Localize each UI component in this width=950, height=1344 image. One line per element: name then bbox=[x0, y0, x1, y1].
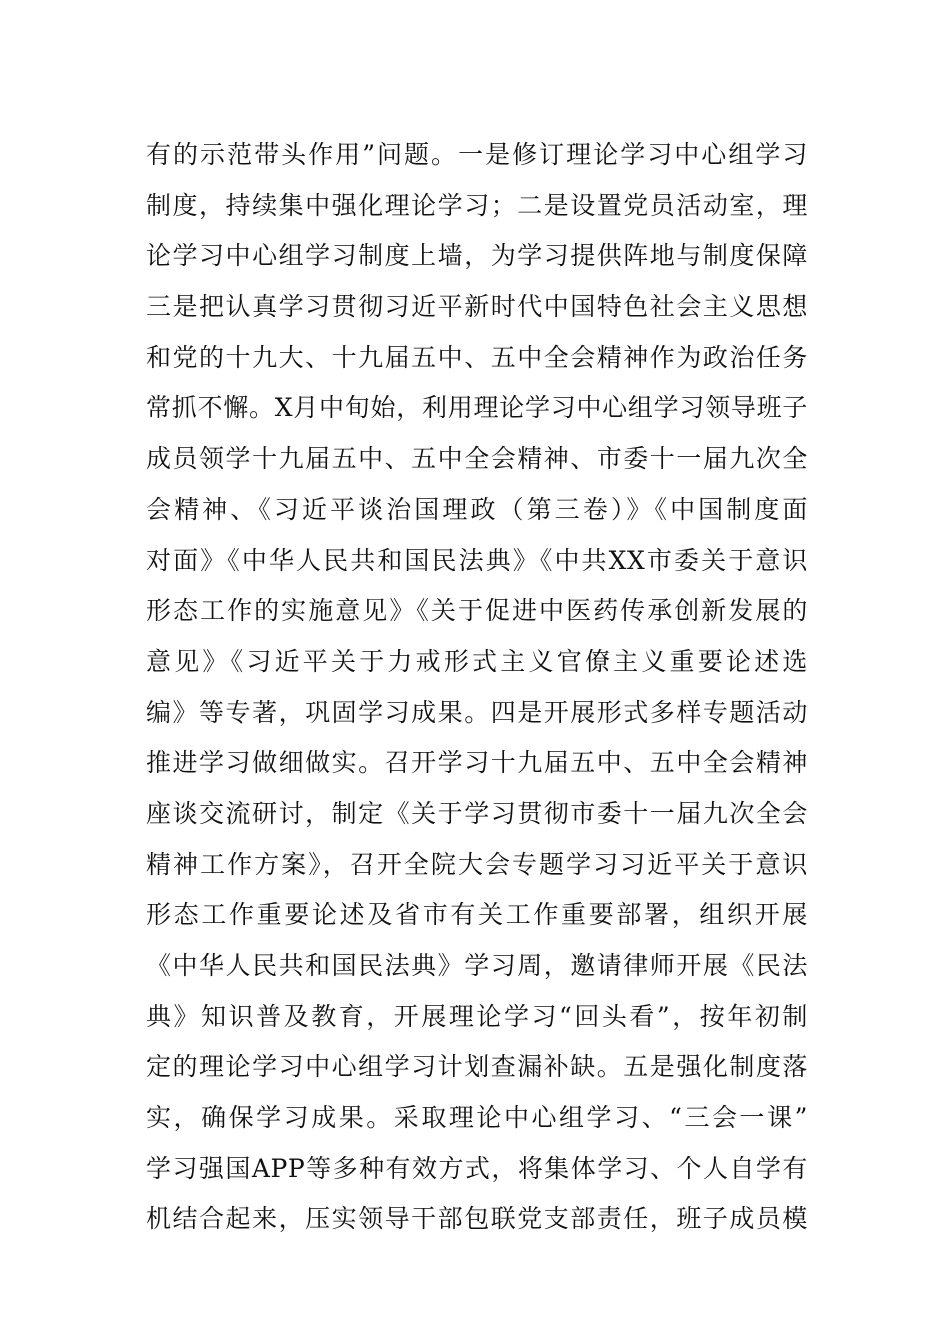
text-line-21: 学习强国APP等多种有效方式，将集体学习、个人自学有 bbox=[146, 1153, 808, 1183]
text-line-14: 座谈交流研讨，制定《关于学习贯彻市委十一届九次全会 bbox=[146, 798, 808, 828]
text-line-18: 典》知识普及教育，开展理论学习“回头看”，按年初制 bbox=[146, 1001, 808, 1031]
text-line-17: 《中华人民共和国民法典》学习周，邀请律师开展《民法 bbox=[146, 951, 808, 980]
text-line-22: 机结合起来，压实领导干部包联党支部责任，班子成员模 bbox=[146, 1204, 808, 1234]
text-line-5: 和党的十九大、十九届五中、五中全会精神作为政治任务 bbox=[146, 342, 808, 372]
text-line-1: 有的示范带头作用”问题。一是修订理论学习中心组学习 bbox=[146, 140, 808, 169]
text-line-2: 制度，持续集中强化理论学习；二是设置党员活动室，理 bbox=[146, 190, 808, 220]
text-line-4: 三是把认真学习贯彻习近平新时代中国特色社会主义思想 bbox=[146, 292, 808, 322]
text-line-19: 定的理论学习中心组学习计划查漏补缺。五是强化制度落 bbox=[146, 1052, 808, 1082]
text-line-15: 精神工作方案》，召开全院大会专题学习习近平关于意识 bbox=[146, 849, 808, 879]
text-line-6: 常抓不懈。X月中旬始，利用理论学习中心组学习领导班子 bbox=[146, 393, 808, 423]
text-line-12: 编》等专著，巩固学习成果。四是开展形式多样专题活动 bbox=[146, 697, 808, 727]
text-line-10: 形态工作的实施意见》《关于促进中医药传承创新发展的 bbox=[146, 596, 808, 626]
body-paragraph bbox=[146, 130, 808, 1245]
text-line-3: 论学习中心组学习制度上墙，为学习提供阵地与制度保障 bbox=[146, 241, 808, 271]
text-line-11: 意见》《习近平关于力戒形式主义官僚主义重要论述选 bbox=[146, 646, 808, 676]
text-line-8: 会精神、《习近平谈治国理政（第三卷）》《中国制度面 bbox=[146, 494, 808, 524]
text-line-13: 推进学习做细做实。召开学习十九届五中、五中全会精神 bbox=[146, 748, 808, 778]
text-line-9: 对面》《中华人民共和国民法典》《中共XX市委关于意识 bbox=[146, 545, 808, 575]
text-line-20: 实，确保学习成果。采取理论中心组学习、“三会一课” bbox=[146, 1103, 808, 1133]
text-line-16: 形态工作重要论述及省市有关工作重要部署，组织开展 bbox=[146, 900, 808, 930]
text-line-7: 成员领学十九届五中、五中全会精神、市委十一届九次全 bbox=[146, 444, 808, 474]
